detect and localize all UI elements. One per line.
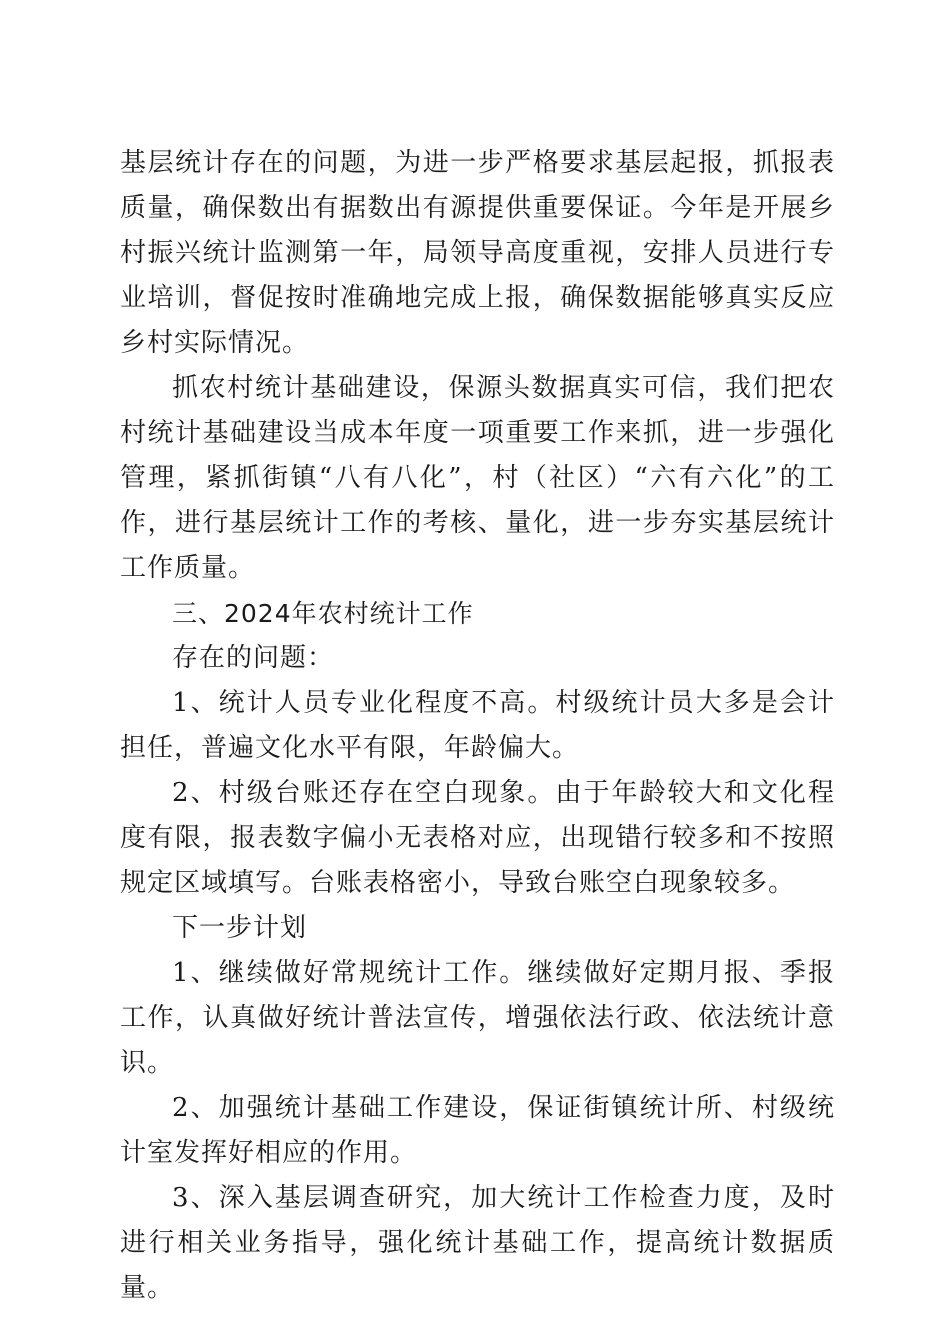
- problem-item-2: 2、村级台账还存在空白现象。由于年龄较大和文化程度有限，报表数字偏小无表格对应，出现错行较多和不按照规定区域填写。台账表格密小，导致台账空白现象较多。: [120, 778, 835, 898]
- problem-item-1: 1、统计人员专业化程度不高。村级统计员大多是会计担任，普遍文化水平有限，年龄偏大。: [120, 688, 835, 763]
- plan-item-3: 3、深入基层调查研究，加大统计工作检查力度，及时进行相关业务指导，强化统计基础工作，提高统计数据质量。: [120, 1183, 835, 1303]
- paragraph-rural-stat-foundation: 抓农村统计基础建设，保源头数据真实可信，我们把农村统计基础建设当成本年度一项重要工作来抓，进一步强化管理，紧抓街镇“八有八化”，村（社区）“六有六化”的工作，进行基层统计工作的考核、量化，进一步夯实基层统计工作质量。: [120, 373, 835, 583]
- document-body: [120, 141, 835, 1311]
- plan-item-2: 2、加强统计基础工作建设，保证街镇统计所、村级统计室发挥好相应的作用。: [120, 1093, 835, 1168]
- subheading-next-plan: 下一步计划: [172, 913, 308, 943]
- paragraph-continuation: 基层统计存在的问题，为进一步严格要求基层起报，抓报表质量，确保数出有据数出有源提供重要保证。今年是开展乡村振兴统计监测第一年，局领导高度重视，安排人员进行专业培训，督促按时准确地完成上报，确保数据能够真实反应乡村实际情况。: [120, 148, 835, 358]
- plan-item-1: 1、继续做好常规统计工作。继续做好定期月报、季报工作，认真做好统计普法宣传，增强依法行政、依法统计意识。: [120, 958, 835, 1078]
- section-heading-2024: 三、2024年农村统计工作: [172, 599, 474, 628]
- subheading-problems: 存在的问题：: [172, 643, 335, 673]
